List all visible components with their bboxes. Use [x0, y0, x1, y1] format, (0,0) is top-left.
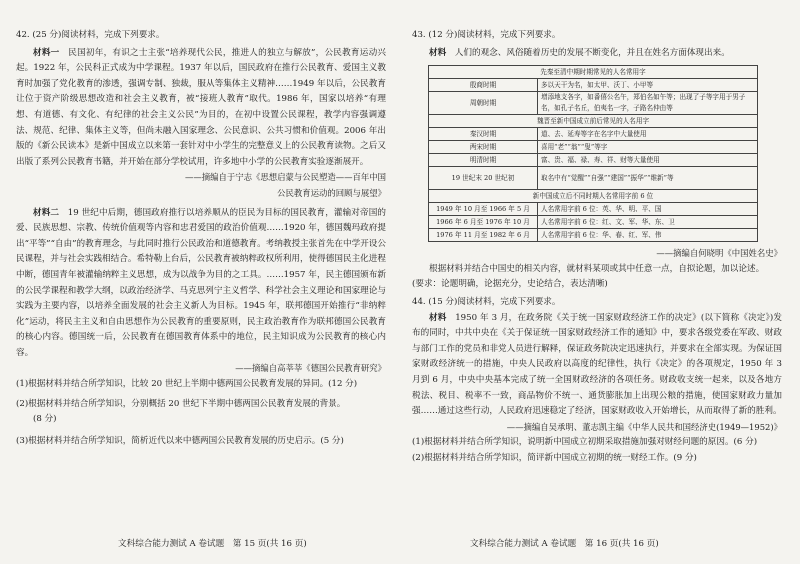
- q42-ask-2: (2)根据材料并结合所学知识，分别概括 20 世纪下半期中德两国公民教育发展的背景。: [16, 398, 346, 409]
- q43-m-text: 人们的观念、风俗随着历史的发展不断变化，并且在姓名方面体现出来。: [446, 47, 730, 58]
- table-era: 两宋时期: [429, 141, 538, 154]
- q43-heading: 43. (12 分)阅读材料，完成下列要求。: [412, 30, 561, 40]
- table-names: 富、贵、福、禄、寿、祥、财等大量使用: [538, 154, 758, 167]
- q42-material-1: [16, 46, 386, 171]
- table-names: 人名常用字前 6 位：华、春、红、军、伟: [538, 229, 758, 242]
- q43-requirement: (要求：论题明确，论据充分，史论结合，表达清晰): [412, 279, 608, 290]
- q44-m-label: 材料: [429, 312, 447, 323]
- table-names: 取名中有“觉醒”“自强”“建国”“振华”“维新”等: [538, 167, 758, 190]
- q42-m2-text: 19 世纪中后期，德国政府推行以培养顺从的臣民为目标的国民教育，灌输对帝国的爱、民族思想、宗教、传统价值观等内容和忠君爱国的政治价值观……1920 年，德国魏玛政府提出“平等”“自由”的教育理念，与此同时推行公民政治和道德教育。考纳教授主张首先在中学开设公民课程，并与社会实践相结合。希特勒上台后，公民教育被纳粹政权所利用，使得德国民主化进程中断，德国青年被灌输纳粹主义思想，成为以战争为目的之工具。……1957 年，民主德国颁布新的公民学课程和教学大纲，以政治经济学、马克思列宁主义哲学、科学社会主义理论和国家理论与实践为主要内容，以培养全面发展的社会主义新人为目标。1945 年，联邦德国开始推行“非纳粹化”运动，将民主主义和自由思想作为公民教育的重要原则，民主政治教育作为联邦德国公民教育的核心内容。德国统一后，公民教育在德国教育体系中的地位，民主知识成为公民教育的核心内容。: [16, 207, 386, 358]
- table-names: 人名常用字前 6 位：英、华、明、平、国: [538, 203, 758, 216]
- q44-ask-1: (1)根据材料并结合所学知识，说明新中国成立初期采取措施加强对财经问题的原因。(6 分): [412, 437, 758, 448]
- table-section-header: 新中国成立后不同时期人名常用字前 6 位: [429, 190, 758, 203]
- table-era: 明清时期: [429, 154, 538, 167]
- q44-m-text: 1950 年 3 月，在政务院《关于统一国家财政经济工作的决定》(以下简称《决定》)发布的同时，中共中央在《关于保证统一国家财政经济工作的通知》中，要求各级党委在军政、财政与部门工作的党员和非党人员进行解释，保证政务院决定迅速执行，并要求在全部实现。为保证国家财政经济统一的措施，中央人民政府以高度的纪律性，执行《决定》的各项规定，1950 年 3 月到 6 月，中央中央基本完成了统一全国财政经济的各项任务。财政收支统一起来，以及各地方税法、税目、税率不一致，商品物价不统一、通货膨胀加上出现公粮的措施，使国家财政力量加强……通过这些行动，人民政府迅速稳定了经济，国家财政收入开始增长，从而取得了新的胜利。: [412, 312, 782, 417]
- table-section-header: 魏晋至新中国成立前后常见的人名用字: [429, 115, 758, 128]
- q43-material: [412, 46, 782, 62]
- q43-m-label: 材料: [429, 47, 447, 58]
- table-era: 秦汉时期: [429, 128, 538, 141]
- q44-material: [412, 311, 782, 420]
- table-names: 增添地支各字，如番僖公名午，郑伯名如午等；出现了子等字用于男子名，如孔子名丘，伯夷名一字，子路名仲由等: [538, 92, 758, 115]
- names-table-wrap: [428, 65, 782, 242]
- q42-m1-label: 材料一: [33, 47, 60, 58]
- table-names: 道、去、延寿等字在名字中大量使用: [538, 128, 758, 141]
- table-title: 先秦至清中期时期常见的人名常用字: [429, 66, 758, 79]
- q42-material-2: [16, 206, 386, 362]
- q42-ask-2-points: (8 分): [33, 414, 57, 425]
- left-column: [16, 28, 386, 449]
- q44-source: ——摘编自吴承明、董志凯主编《中华人民共和国经济史(1949—1952)》: [506, 421, 782, 432]
- names-table: [428, 65, 758, 242]
- table-era: 周朝时期: [429, 92, 538, 115]
- table-names: 人名常用字前 6 位：红、文、军、华、东、卫: [538, 216, 758, 229]
- footer-right: 文科综合能力测试 A 卷试题 第 16 页(共 16 页): [470, 539, 659, 549]
- right-column: [412, 28, 782, 467]
- q42-m1-source: ——摘编自于宁志《思想启蒙与公民塑造——百年中国: [185, 172, 386, 183]
- q42-m2-label: 材料二: [33, 207, 60, 218]
- q42-ask-3: (3)根据材料并结合所学知识，简析近代以来中德两国公民教育发展的历史启示。(5 分): [16, 435, 344, 446]
- q42-m1-text: 民国初年，有识之士主张“培养现代公民，推进人的独立与解放”，公民教育运动兴起。1922 年，公民科正式成为中学课程。1937 年以后，国民政府在推行公民教育、爱国主义教育时加强了党化教育的渗透，强调专制、独裁，服从等集体主义精神……1949 年以后，公民教育让位于资产阶级思想改造和社会主义教育，被“接班人教育”取代。1986 年，国家以培养“有理想、有道德、有文化、有纪律的社会主义公民”为目的，在初中设置公民课程，教学内容强调遵法、规范、纪律、集体主义等，但尚未融入国家理念、公民意识、公共习惯和价值观。2006 年出版的《新公民读本》是新中国成立以来第一套针对中小学生的完整意义上的公民教育读物。之后又出版了系列公民教育书籍，并开始在部分学校试用，许多地中小学的公民教育实验逐渐展开。: [16, 47, 386, 167]
- table-era: 1949 年 10 月至 1966 年 5 月: [429, 203, 538, 216]
- q44-heading: 44. (15 分)阅读材料，完成下列要求。: [412, 296, 561, 307]
- q42-ask-1: (1)根据材料并结合所学知识，比较 20 世纪上半期中德两国公民教育发展的异同。(12 分): [16, 379, 358, 390]
- table-names: 喜用“老”“翁”“叟”等字: [538, 141, 758, 154]
- footer-left: 文科综合能力测试 A 卷试题 第 15 页(共 16 页): [118, 539, 307, 549]
- table-era: 殷商时期: [429, 79, 538, 92]
- q43-ask: 根据材料并结合中国史的相关内容，就材料某项或其中任意一点，自拟论题，加以论述。: [429, 263, 765, 274]
- q42-m1-source-2: 公民教育运动的回顾与展望》: [277, 187, 386, 198]
- table-era: 19 世纪末 20 世纪初: [429, 167, 538, 190]
- q42-m2-source: ——摘编自高莘莘《德国公民教育研究》: [235, 363, 386, 374]
- q42-heading: 42. (25 分)阅读材料，完成下列要求。: [16, 30, 165, 40]
- table-era: 1976 年 11 月至 1982 年 6 月: [429, 229, 538, 242]
- table-names: 多以天干为名，如太甲、沃丁、小甲等: [538, 79, 758, 92]
- q43-source: ——摘编自何晓明《中国姓名史》: [656, 248, 782, 259]
- table-era: 1966 年 6 月至 1976 年 10 月: [429, 216, 538, 229]
- q44-ask-2: (2)根据材料并结合所学知识，简评新中国成立初期的统一财经工作。(9 分): [412, 452, 697, 463]
